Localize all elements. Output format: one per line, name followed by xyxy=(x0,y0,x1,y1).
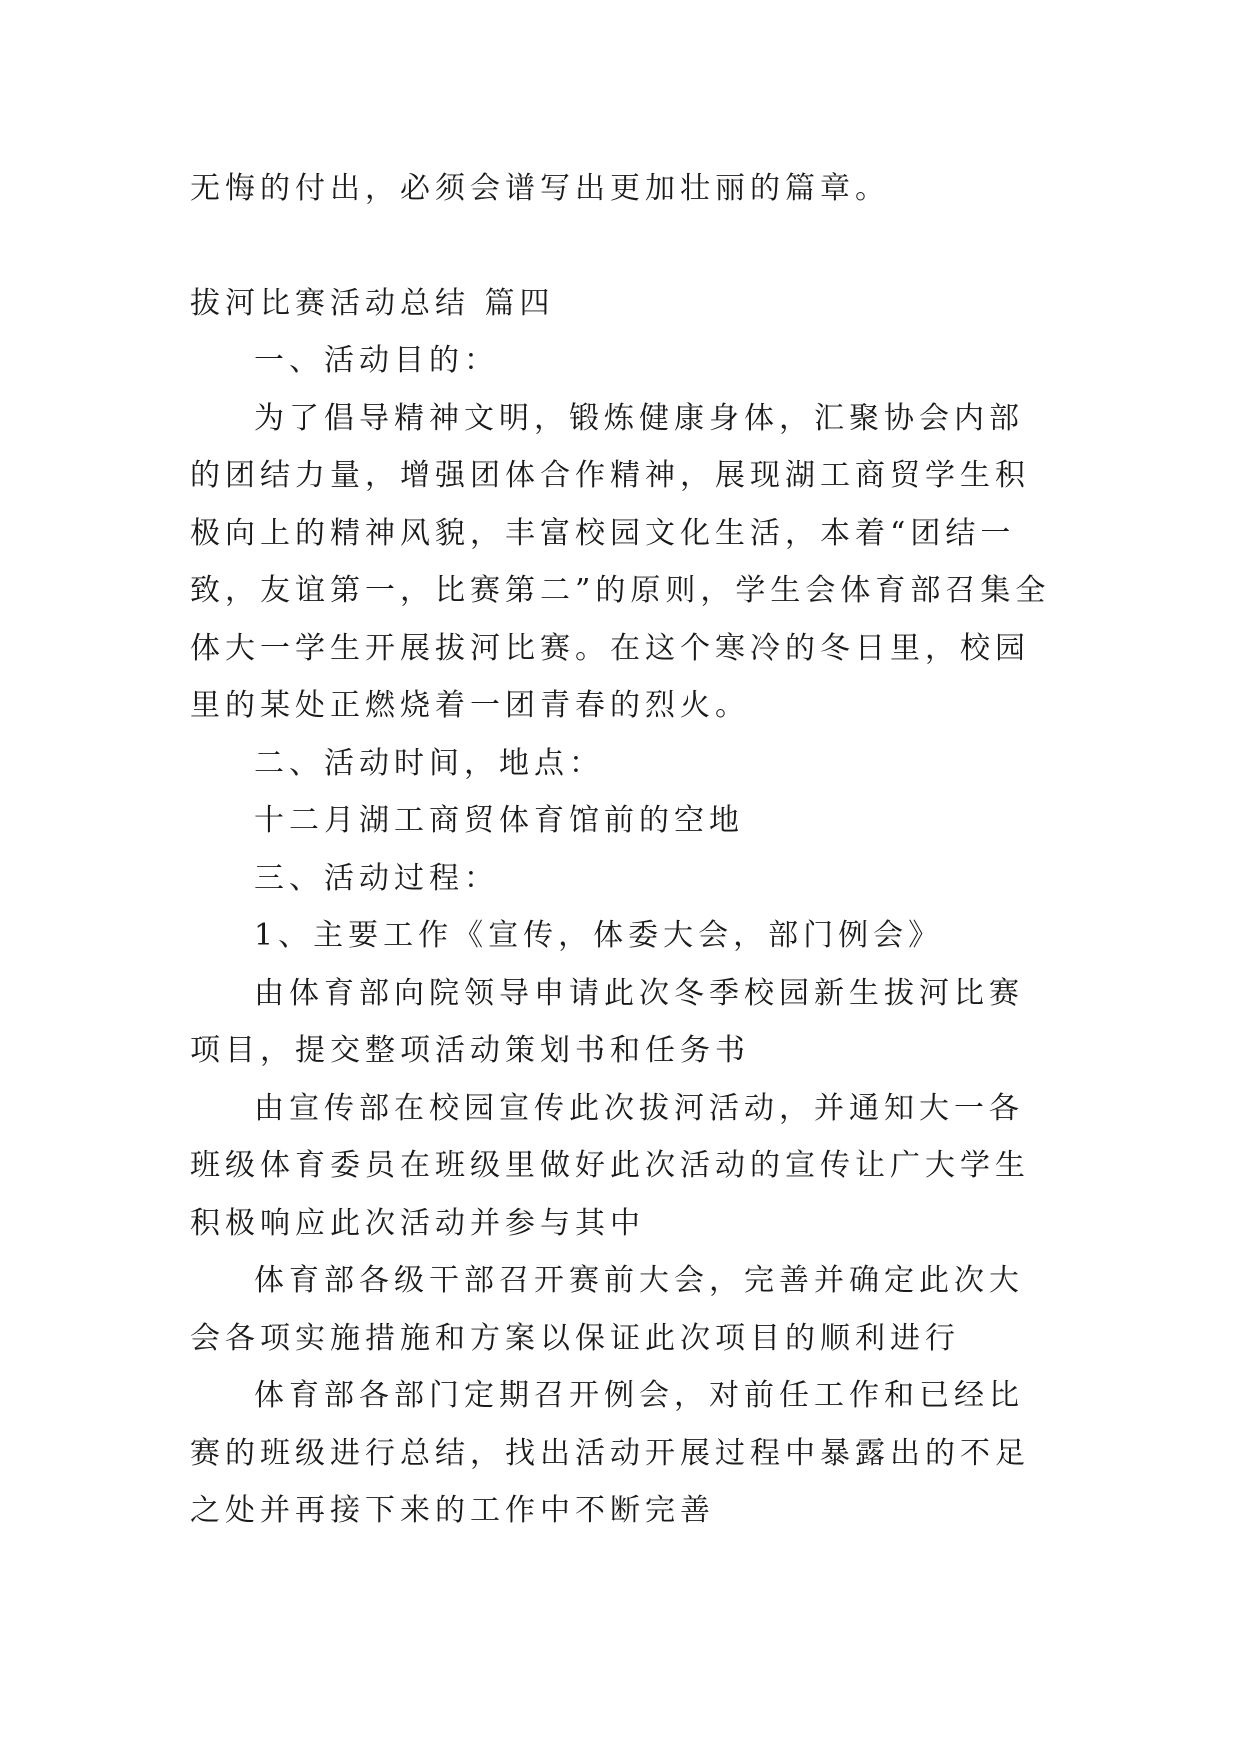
paragraph-regular-meeting: 体育部各部门定期召开例会，对前任工作和已经比赛的班级进行总结，找出活动开展过程中暴露出的不足之处并再接下来的工作中不断完善 xyxy=(190,1378,1030,1528)
section-heading: 拔河比赛活动总结 篇四 xyxy=(190,285,555,321)
paragraph-purpose: 为了倡导精神文明，锻炼健康身体，汇聚协会内部的团结力量，增强团体合作精神，展现湖工商贸学生积极向上的精神风貌，丰富校园文化生活，本着“团结一致，友谊第一，比赛第二”的原则，学生会体育部召集全体大一学生开展拔河比赛。在这个寒冷的冬日里，校园里的某处正燃烧着一团青春的烈火。 xyxy=(190,400,1051,723)
paragraph-pre-meeting: 体育部各级干部召开赛前大会，完善并确定此次大会各项实施措施和方案以保证此次项目的顺利进行 xyxy=(190,1263,1024,1356)
heading-activity-process: 三、活动过程： xyxy=(254,860,499,896)
paragraph-closing-line: 无悔的付出，必须会谱写出更加壮丽的篇章。 xyxy=(190,171,890,206)
paragraph-application: 由体育部向院领导申请此次冬季校园新生拔河比赛项目，提交整项活动策划书和任务书 xyxy=(190,975,1024,1068)
paragraph-location: 十二月湖工商贸体育馆前的空地 xyxy=(254,803,744,838)
subheading-main-work: 1、主要工作《宣传，体委大会，部门例会》 xyxy=(254,918,944,953)
document-body xyxy=(190,160,1055,1540)
heading-activity-purpose: 一、活动目的： xyxy=(254,343,499,378)
heading-time-location: 二、活动时间，地点： xyxy=(254,745,604,781)
paragraph-publicity: 由宣传部在校园宣传此次拔河活动，并通知大一各班级体育委员在班级里做好此次活动的宣传让广大学生积极响应此次活动并参与其中 xyxy=(190,1090,1030,1241)
paragraph-spacer xyxy=(190,218,1055,275)
